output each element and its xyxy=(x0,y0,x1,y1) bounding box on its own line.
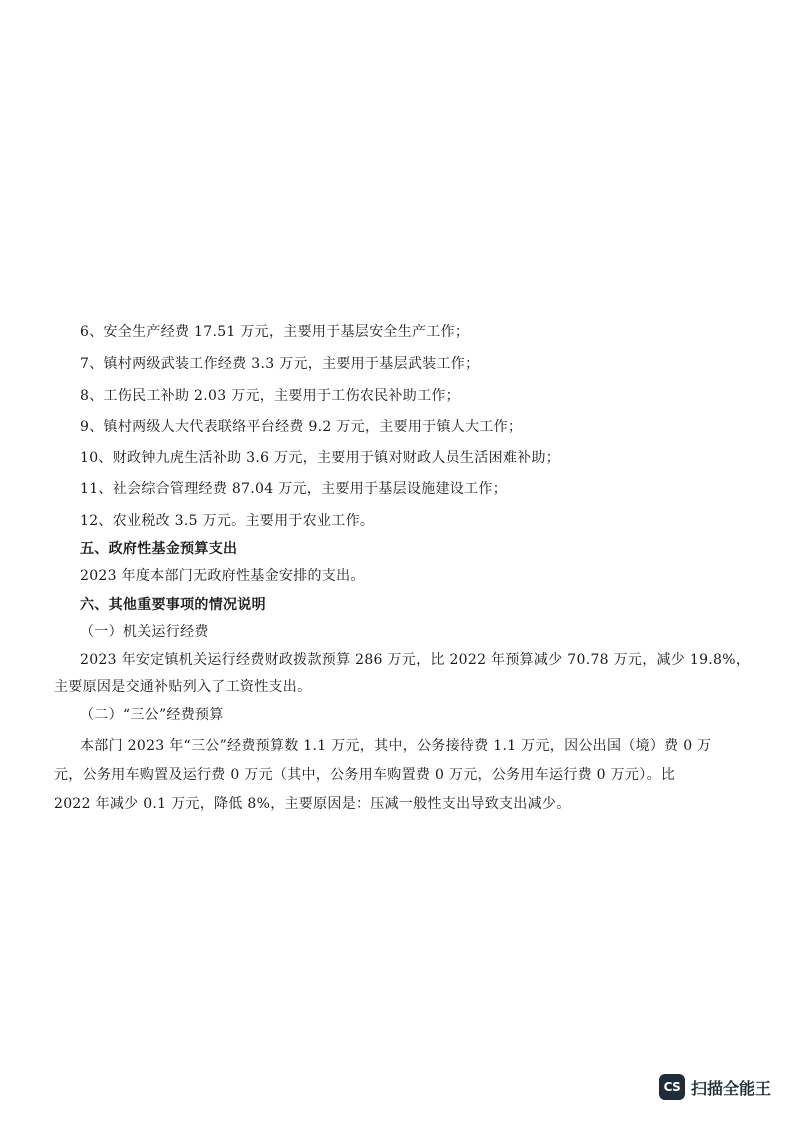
list-item: 10、财政钟九虎生活补助 3.6 万元，主要用于镇对财政人员生活困难补助； xyxy=(80,450,561,466)
paragraph-line: 元，公务用车购置及运行费 0 万元（其中，公务用车购置费 0 万元，公务用车运行费 0 万元）。比 xyxy=(54,767,676,783)
list-item: 12、农业税改 3.5 万元。主要用于农业工作。 xyxy=(80,513,375,529)
section-heading-5: 五、政府性基金预算支出 xyxy=(80,541,238,557)
paragraph-line: 2023 年安定镇机关运行经费财政拨款预算 286 万元，比 2022 年预算减少 70.78 万元，减少 19.8%， xyxy=(80,652,751,668)
list-item: 9、镇村两级人大代表联络平台经费 9.2 万元，主要用于镇人大工作； xyxy=(80,419,523,435)
list-item: 6、安全生产经费 17.51 万元，主要用于基层安全生产工作； xyxy=(80,324,470,340)
paragraph-line: 本部门 2023 年“三公”经费预算数 1.1 万元，其中，公务接待费 1.1 万元，因公出国（境）费 0 万 xyxy=(80,738,712,754)
paragraph-line: 主要原因是交通补贴列入了工资性支出。 xyxy=(54,679,312,695)
section-heading-6: 六、其他重要事项的情况说明 xyxy=(80,597,266,613)
section-text: 2023 年度本部门无政府性基金安排的支出。 xyxy=(80,568,365,584)
watermark-text: 扫描全能王 xyxy=(690,1078,771,1098)
list-item: 7、镇村两级武装工作经费 3.3 万元，主要用于基层武装工作； xyxy=(80,356,480,372)
camscanner-logo-icon: CS xyxy=(659,1074,685,1100)
paragraph-line: 2022 年减少 0.1 万元，降低 8%，主要原因是：压减一般性支出导致支出减少。 xyxy=(54,796,571,812)
subsection-heading: （一）机关运行经费 xyxy=(80,624,209,640)
subsection-heading: （二）“三公”经费预算 xyxy=(80,707,224,723)
list-item: 8、工伤民工补助 2.03 万元，主要用于工伤农民补助工作； xyxy=(80,388,460,404)
scanner-watermark xyxy=(659,1074,771,1100)
list-item: 11、社会综合管理经费 87.04 万元，主要用于基层设施建设工作； xyxy=(80,481,507,497)
